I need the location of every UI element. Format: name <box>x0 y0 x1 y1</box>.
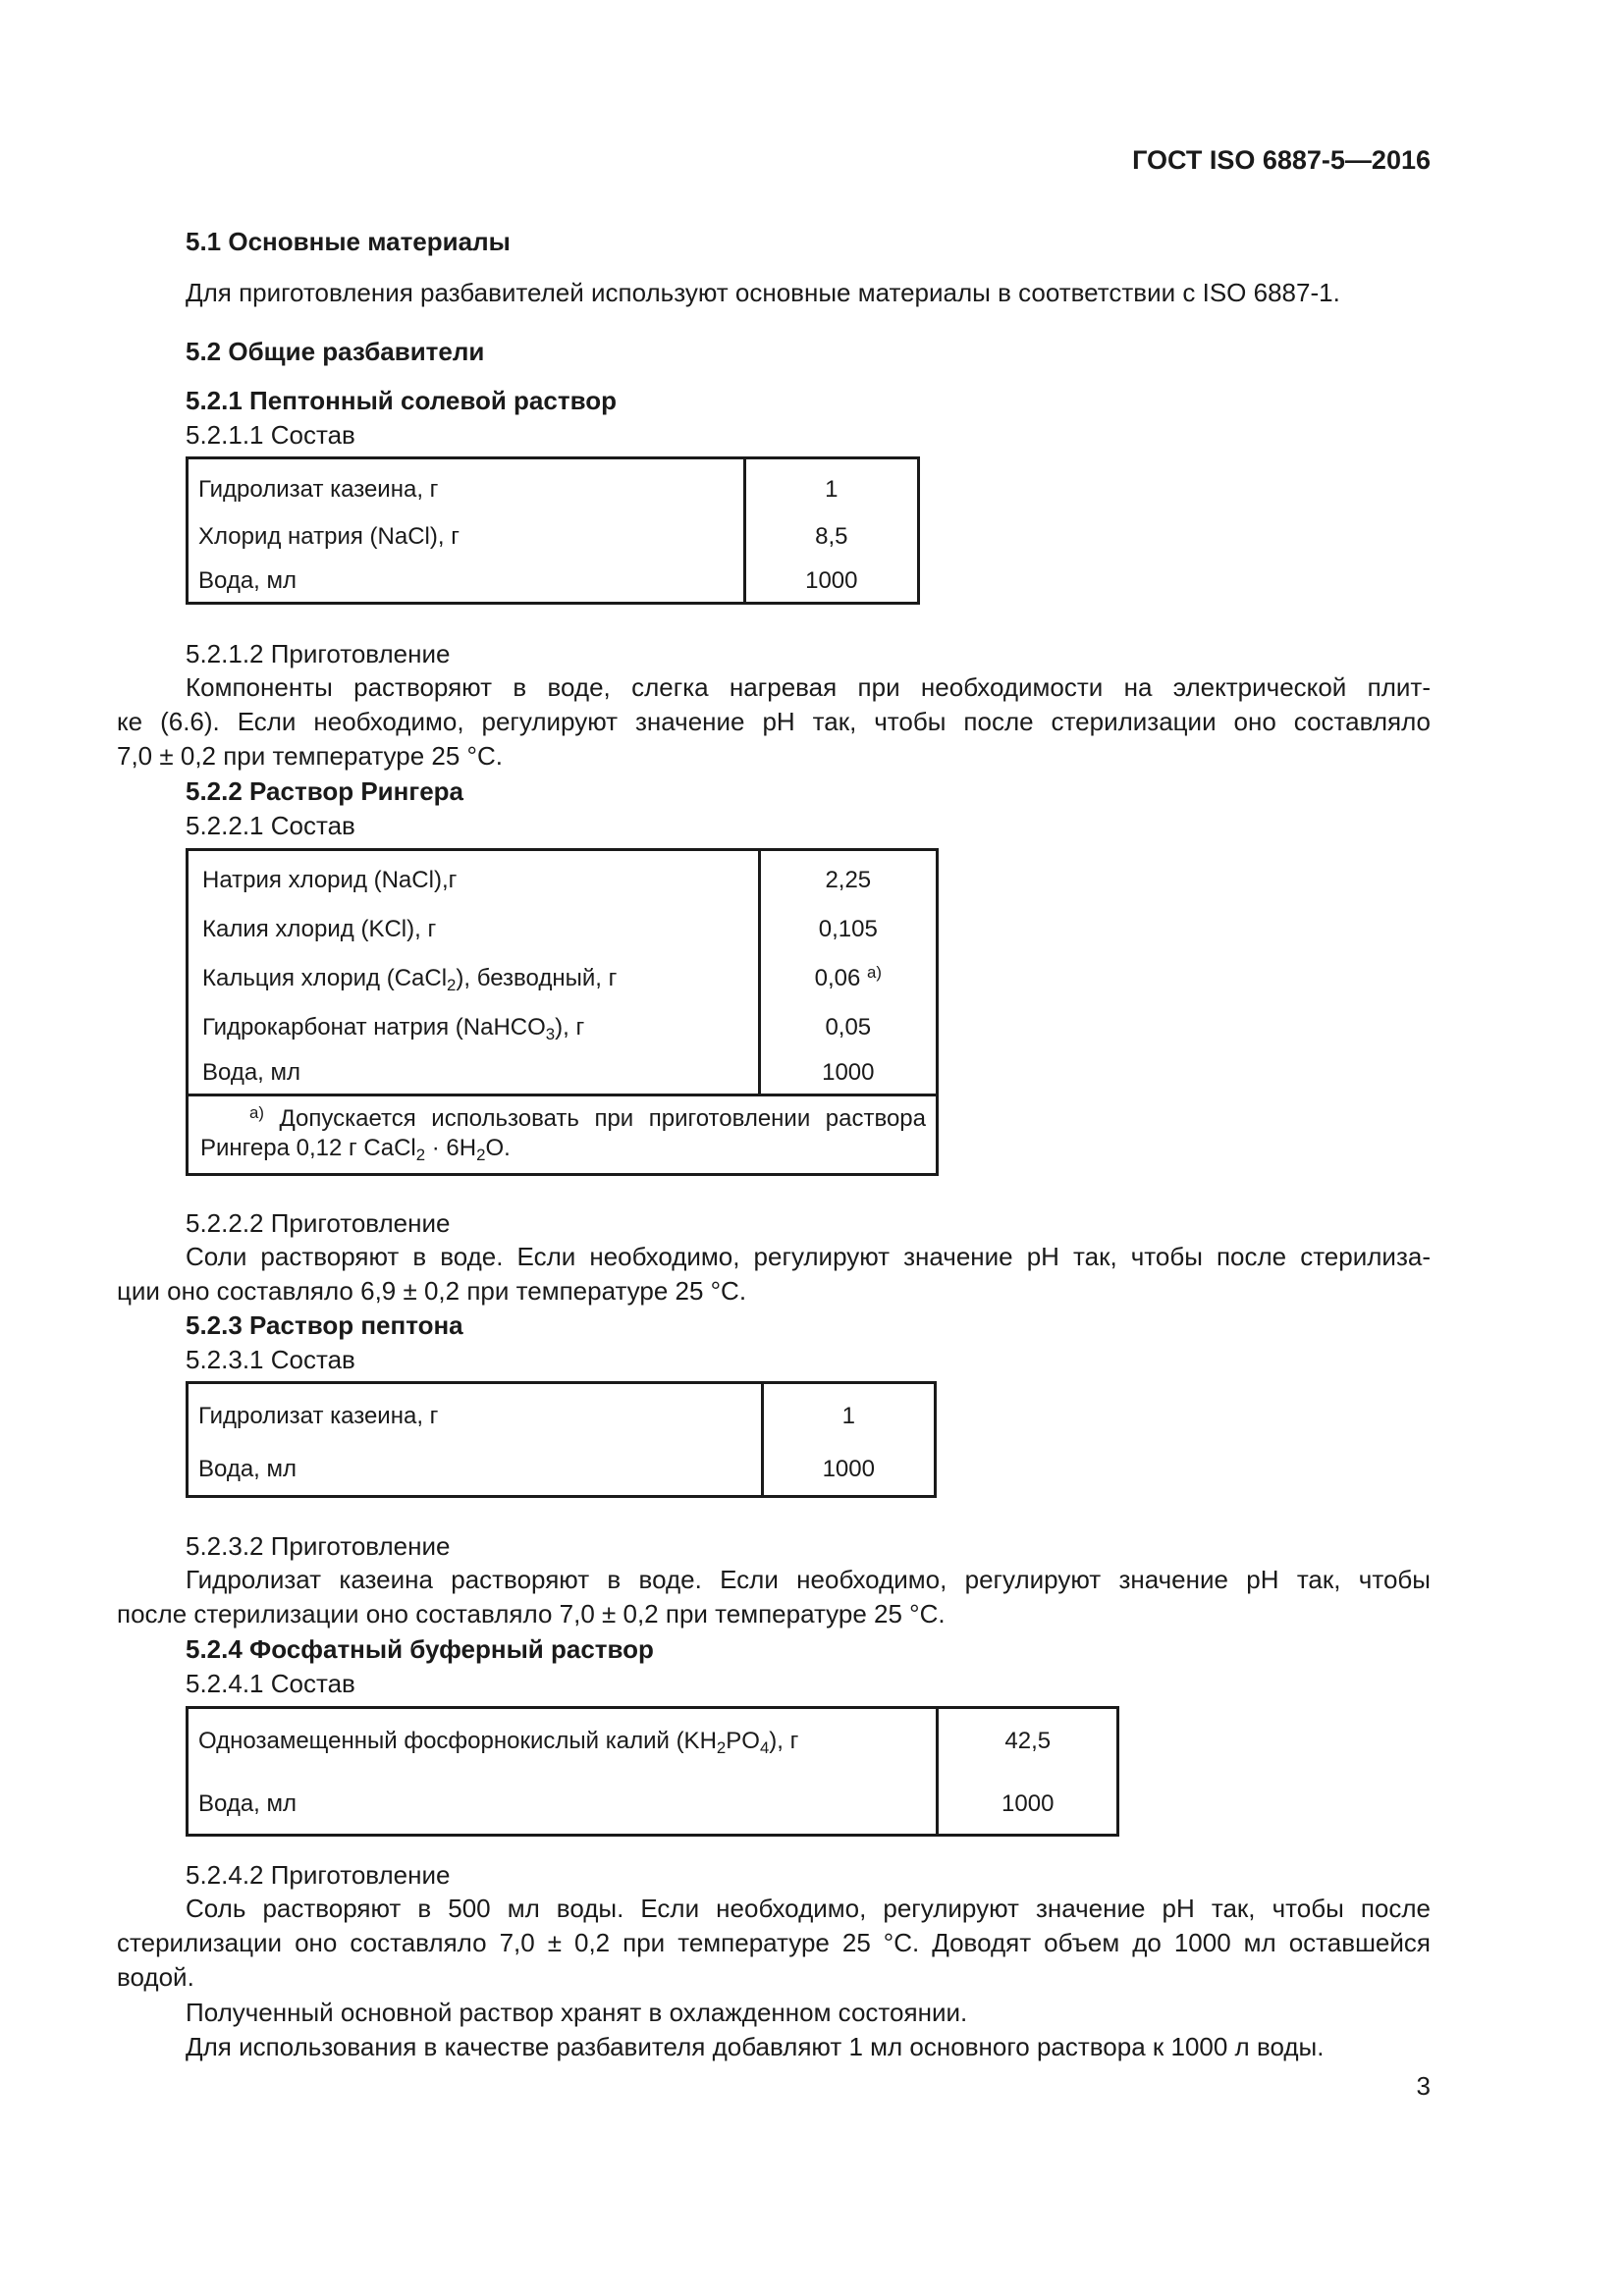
table-row <box>188 1444 936 1497</box>
composition-table-peptone-saline <box>186 456 920 605</box>
table-row <box>188 513 919 561</box>
component-name <box>188 954 760 1003</box>
name-text: Однозамещенный фосфорнокислый калий (KH <box>198 1728 717 1755</box>
page-number: 3 <box>1416 2071 1431 2101</box>
name-text: ), безводный, г <box>456 964 618 991</box>
table-footnote-row <box>188 1095 938 1175</box>
component-name: Калия хлорид (KCl), г <box>202 915 437 942</box>
storage-text: Полученный основной раствор хранят в охлажденном состоянии. <box>186 1998 968 2027</box>
text-line: ции оно составляло 6,9 ± 0,2 при температуре 25 °С. <box>117 1276 747 1306</box>
text-line: Соль растворяют в 500 мл воды. Если необходимо, регулируют значение pH так, чтобы после <box>186 1894 1431 1923</box>
component-name: Гидролизат казеина, г <box>198 476 439 504</box>
section-5-2-1-1-label: 5.2.1.1 Состав <box>186 420 355 450</box>
composition-table-ringer <box>186 848 939 1176</box>
footnote-line: Рингера 0,12 г CaCl$_2$ · $6H_2O$. <box>200 1135 511 1164</box>
section-5-2-4-2-label: 5.2.4.2 Приготовление <box>186 1860 451 1890</box>
document-header: ГОСТ ISO 6887-5—2016 <box>1132 145 1431 175</box>
component-name: Гидролизат казеина, г <box>198 1403 439 1430</box>
component-name: Вода, мл <box>198 1789 298 1817</box>
component-value <box>759 954 937 1003</box>
section-5-2-3-2-text <box>117 1563 1431 1631</box>
component-name: Вода, мл <box>202 1058 301 1086</box>
text-line: водой. <box>117 1962 194 1992</box>
text-line: стерилизации оно составляло 7,0 ± 0,2 при температуре 25 °С. Доводят объем до 1000 мл оставшейся <box>117 1928 1431 1957</box>
section-5-1-text: Для приготовления разбавителей используют основные материалы в соответствии с ISO 6887-1. <box>186 278 1340 307</box>
component-name: Вода, мл <box>198 566 298 594</box>
section-5-2-1-2-text <box>117 670 1431 774</box>
section-5-2-4-2-text <box>117 1892 1431 1995</box>
component-value: 1000 <box>744 561 918 604</box>
component-name <box>188 1708 938 1775</box>
name-text: Гидрокарбонат натрия (NaHCO <box>202 1013 546 1041</box>
component-name: Натрия хлорид (NaCl),г <box>202 867 458 894</box>
component-value: 1000 <box>762 1444 935 1497</box>
section-5-2-1-title: 5.2.1 Пептонный солевой раствор <box>186 386 617 415</box>
table-row <box>188 850 938 905</box>
text-line: ке (6.6). Если необходимо, регулируют значение pH так, чтобы после стерилизации оно составляло <box>117 707 1431 736</box>
table-row <box>188 458 919 513</box>
table-row <box>188 1383 936 1444</box>
value-text: 0,06 <box>814 964 861 991</box>
name-text: Кальция хлорид (CaCl <box>202 964 448 991</box>
name-text: PO <box>726 1728 760 1755</box>
subscript: 2 <box>716 1738 727 1758</box>
component-value: 1 <box>744 458 918 513</box>
section-5-2-2-2-label: 5.2.2.2 Приготовление <box>186 1208 451 1238</box>
footnote-mark: a) <box>249 1103 264 1122</box>
name-text: ), г <box>555 1013 585 1041</box>
table-row <box>188 1775 1118 1836</box>
component-value: 8,5 <box>744 513 918 561</box>
text-line: Соли растворяют в воде. Если необходимо, регулируют значение pH так, чтобы после стерилиза- <box>186 1242 1431 1271</box>
component-value: 2,25 <box>759 850 937 905</box>
table-footnote <box>188 1095 938 1175</box>
component-name <box>188 1003 760 1052</box>
component-value: 0,05 <box>759 1003 937 1052</box>
composition-table-peptone <box>186 1381 937 1498</box>
table-row <box>188 561 919 604</box>
component-value: 1 <box>762 1383 935 1444</box>
section-5-2-2-2-text <box>117 1240 1431 1308</box>
table-row <box>188 1708 1118 1775</box>
text-line: 7,0 ± 0,2 при температуре 25 °С. <box>117 741 503 771</box>
subscript: 3 <box>545 1024 556 1043</box>
section-5-2-3-2-label: 5.2.3.2 Приготовление <box>186 1531 451 1561</box>
component-name: Вода, мл <box>198 1455 298 1482</box>
section-5-2-3-title: 5.2.3 Раствор пептона <box>186 1310 463 1340</box>
name-text: ), г <box>769 1728 799 1755</box>
component-value: 0,105 <box>759 905 937 954</box>
component-value: 42,5 <box>938 1708 1118 1775</box>
section-5-2-title: 5.2 Общие разбавители <box>186 337 485 366</box>
table-row <box>188 1003 938 1052</box>
section-5-2-4-1-label: 5.2.4.1 Состав <box>186 1669 355 1698</box>
section-5-2-3-1-label: 5.2.3.1 Состав <box>186 1345 355 1374</box>
footnote-line: $^{a)}$ Допускается использовать при приготовлении раствора <box>249 1103 927 1132</box>
section-5-1-title: 5.1 Основные материалы <box>186 227 511 256</box>
section-5-2-2-1-label: 5.2.2.1 Состав <box>186 811 355 840</box>
component-value: 1000 <box>938 1775 1118 1836</box>
section-5-2-4-title: 5.2.4 Фосфатный буферный раствор <box>186 1634 654 1664</box>
section-5-2-2-title: 5.2.2 Раствор Рингера <box>186 776 463 806</box>
table-row <box>188 1052 938 1095</box>
composition-table-phosphate-buffer <box>186 1706 1119 1837</box>
subscript: 4 <box>759 1738 770 1758</box>
table-row <box>188 954 938 1003</box>
subscript: 2 <box>447 975 457 994</box>
table-row <box>188 905 938 954</box>
text-line: Компоненты растворяют в воде, слегка нагревая при необходимости на электрической плит- <box>186 672 1431 702</box>
text-line: после стерилизации оно составляло 7,0 ± 0,2 при температуре 25 °С. <box>117 1599 946 1629</box>
component-value: 1000 <box>759 1052 937 1095</box>
component-name: Хлорид натрия (NaCl), г <box>198 522 460 550</box>
section-5-2-1-2-label: 5.2.1.2 Приготовление <box>186 639 451 668</box>
text-line: Гидролизат казеина растворяют в воде. Если необходимо, регулируют значение pH так, чтобы <box>186 1565 1431 1594</box>
usage-text: Для использования в качестве разбавителя добавляют 1 мл основного раствора к 1000 л воды. <box>186 2032 1325 2061</box>
footnote-ref: a) <box>867 962 882 982</box>
